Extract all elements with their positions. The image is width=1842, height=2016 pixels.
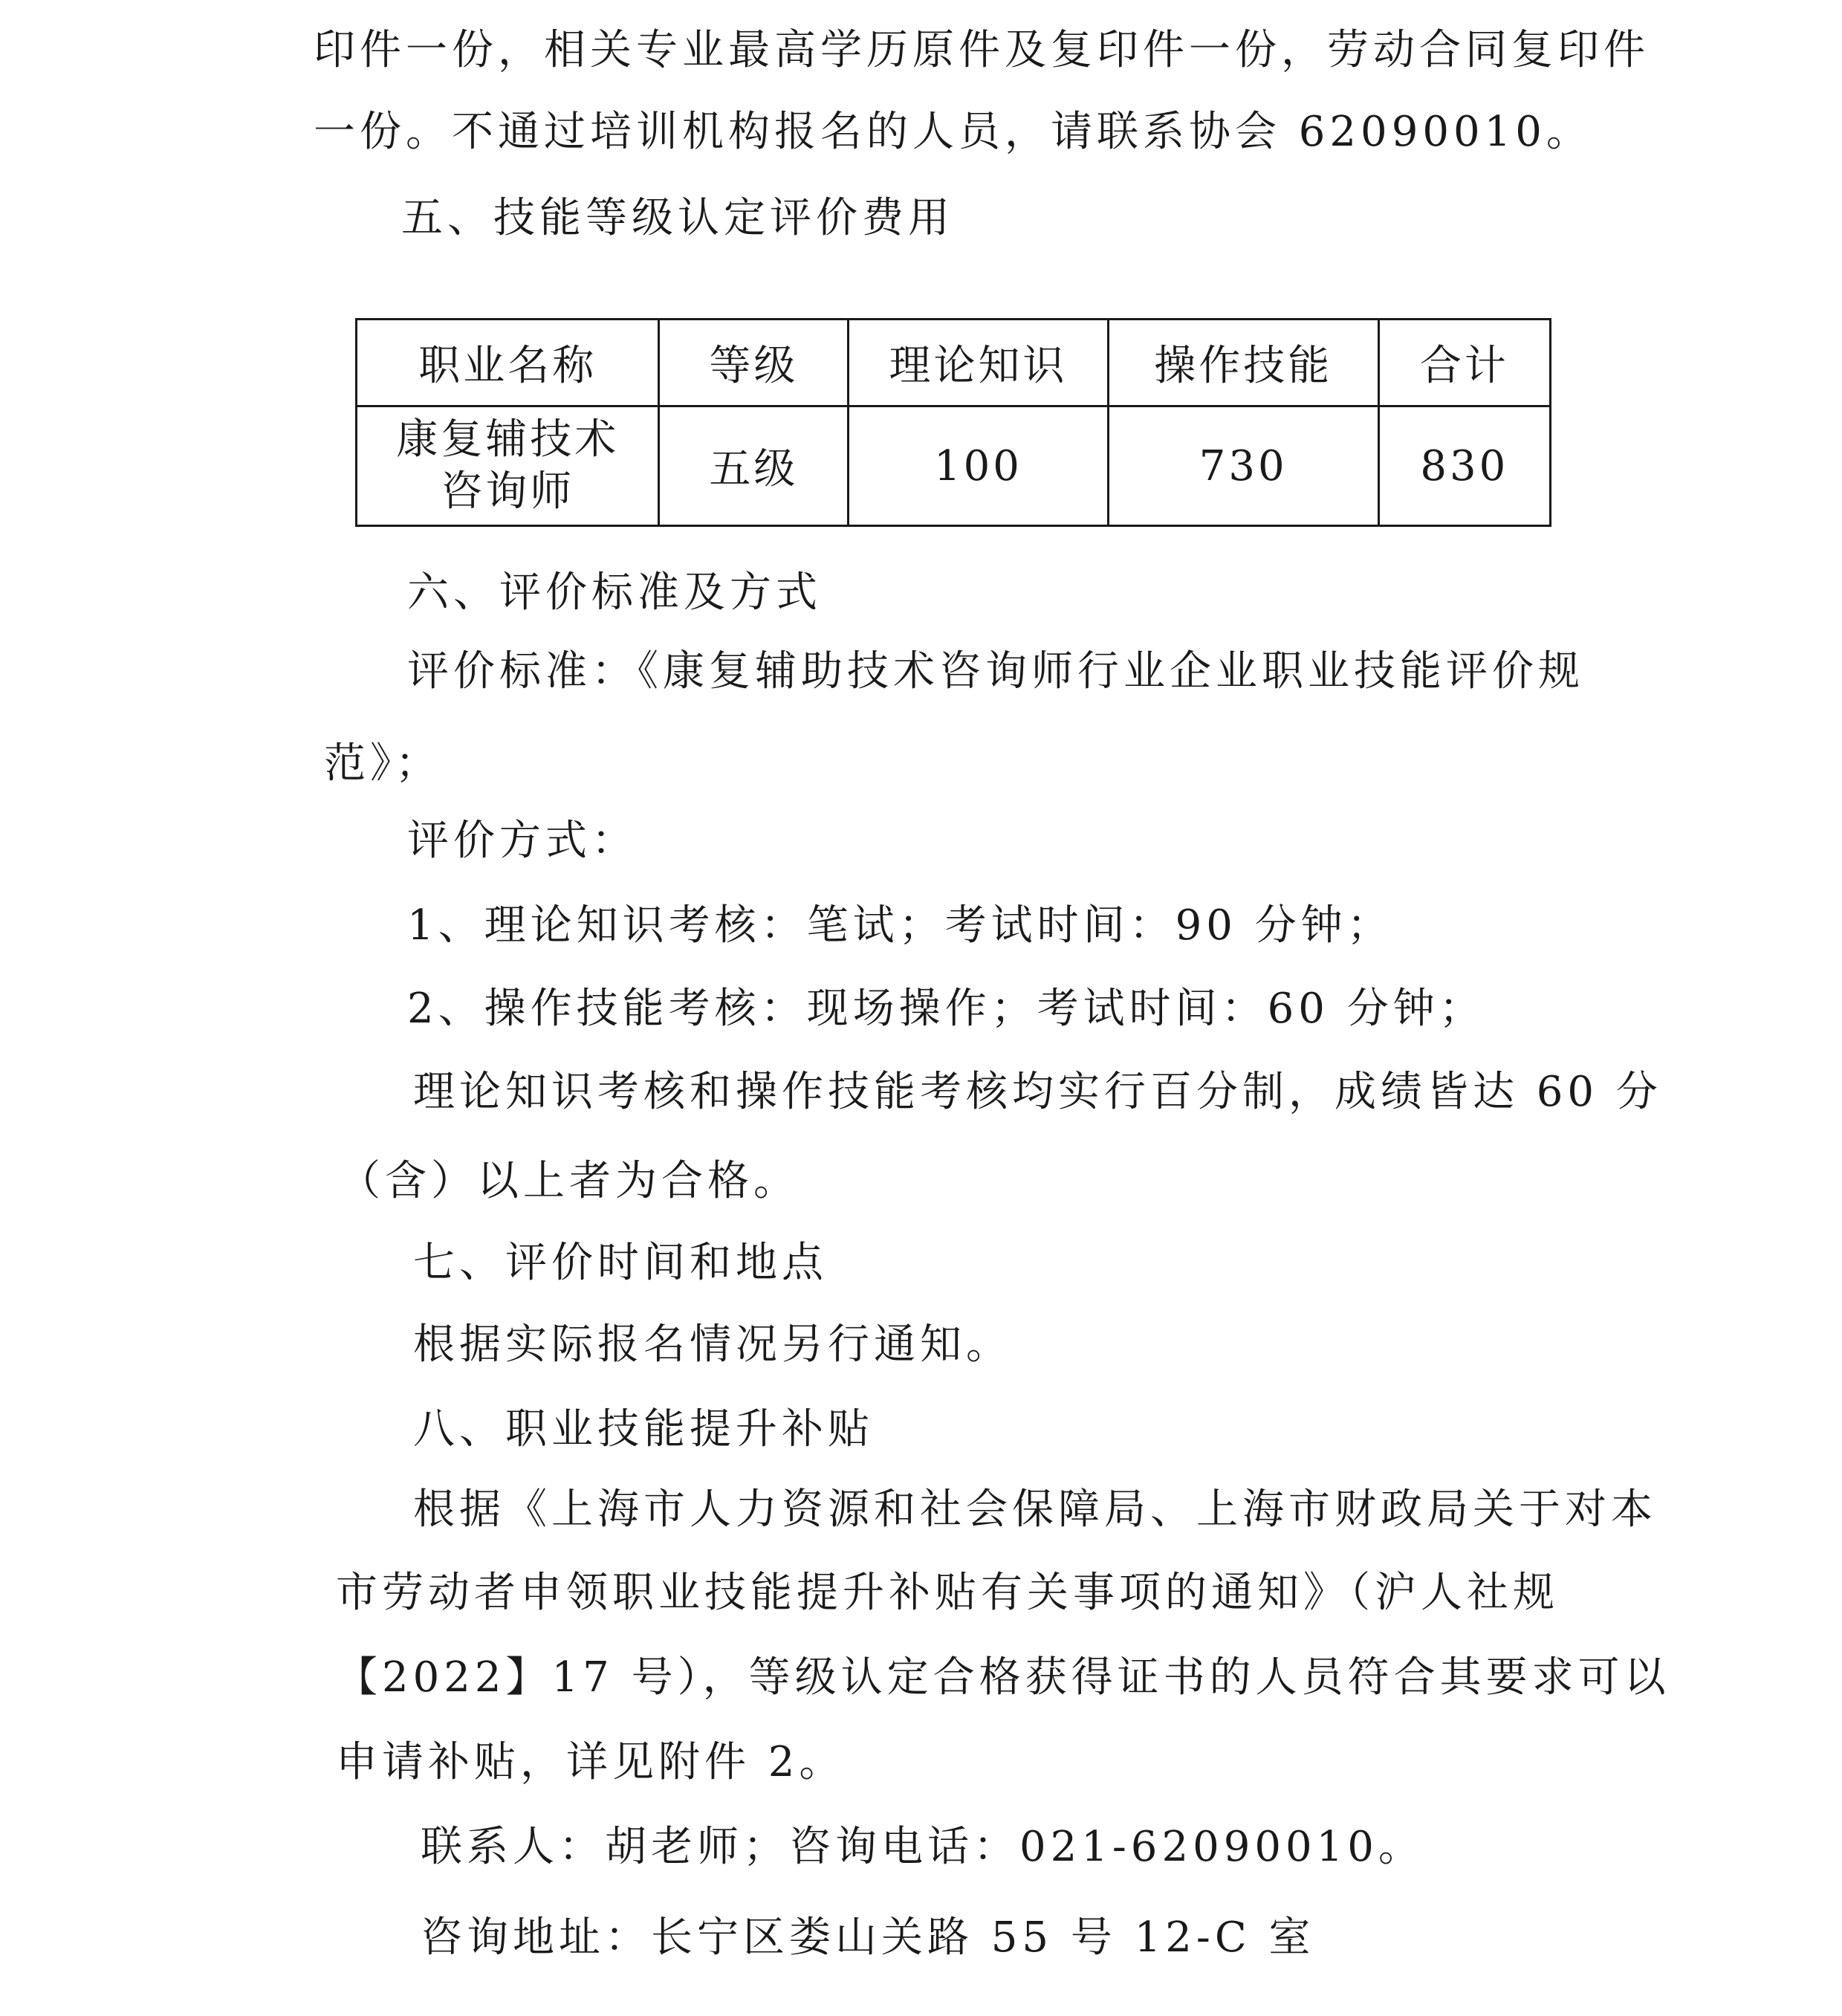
paragraph-line: 根据实际报名情况另行通知。 (413, 1320, 1012, 1369)
table-header-cell: 合计 (1378, 320, 1550, 406)
occupation-name-cell (357, 406, 659, 526)
table-header-cell: 理论知识 (849, 320, 1108, 406)
address-line: 咨询地址：长宁区娄山关路 55 号 12-C 室 (421, 1913, 1315, 1962)
occupation-name-line: 咨询师 (441, 467, 575, 516)
table-header-cell: 操作技能 (1108, 320, 1378, 406)
section-heading-8: 八、职业技能提升补贴 (413, 1405, 874, 1453)
paragraph-line: （含）以上者为合格。 (339, 1157, 800, 1205)
practice-fee-cell: 730 (1108, 406, 1378, 526)
total-fee-cell: 830 (1378, 406, 1550, 526)
table-header-cell: 职业名称 (357, 320, 659, 406)
table-header-row (357, 320, 1551, 406)
paragraph-line: 印件一份，相关专业最高学历原件及复印件一份，劳动合同复印件 (314, 26, 1650, 74)
paragraph-line: 评价标准：《康复辅助技术咨询师行业企业职业技能评价规 (407, 647, 1584, 696)
paragraph-line: 理论知识考核和操作技能考核均实行百分制，成绩皆达 60 分 (413, 1068, 1662, 1116)
section-heading-6: 六、评价标准及方式 (407, 568, 822, 617)
contact-line: 联系人：胡老师；咨询电话：021-62090010。 (421, 1823, 1424, 1871)
paragraph-line: 一份。不通过培训机构报名的人员，请联系协会 62090010。 (314, 108, 1592, 156)
section-heading-7: 七、评价时间和地点 (413, 1239, 828, 1287)
fee-table (355, 318, 1551, 527)
paragraph-line: 根据《上海市人力资源和社会保障局、上海市财政局关于对本 (413, 1485, 1657, 1534)
paragraph-line: 【2022】17 号），等级认定合格获得证书的人员符合其要求可以 (336, 1653, 1670, 1702)
section-heading-5: 五、技能等级认定评价费用 (401, 194, 954, 242)
table-row (357, 406, 1551, 526)
paragraph-line: 评价方式： (407, 817, 638, 865)
theory-fee-cell: 100 (849, 406, 1108, 526)
paragraph-line: 1、理论知识考核：笔试；考试时间：90 分钟； (407, 901, 1393, 950)
paragraph-line: 2、操作技能考核：现场操作；考试时间：60 分钟； (407, 985, 1485, 1033)
table-header-cell: 等级 (659, 320, 849, 406)
paragraph-line: 范》； (324, 739, 441, 788)
level-cell: 五级 (659, 406, 849, 526)
paragraph-line: 申请补贴，详见附件 2。 (336, 1738, 846, 1786)
occupation-name-line: 康复辅技术 (396, 415, 620, 464)
paragraph-line: 市劳动者申领职业技能提升补贴有关事项的通知》（沪人社规 (336, 1569, 1559, 1617)
